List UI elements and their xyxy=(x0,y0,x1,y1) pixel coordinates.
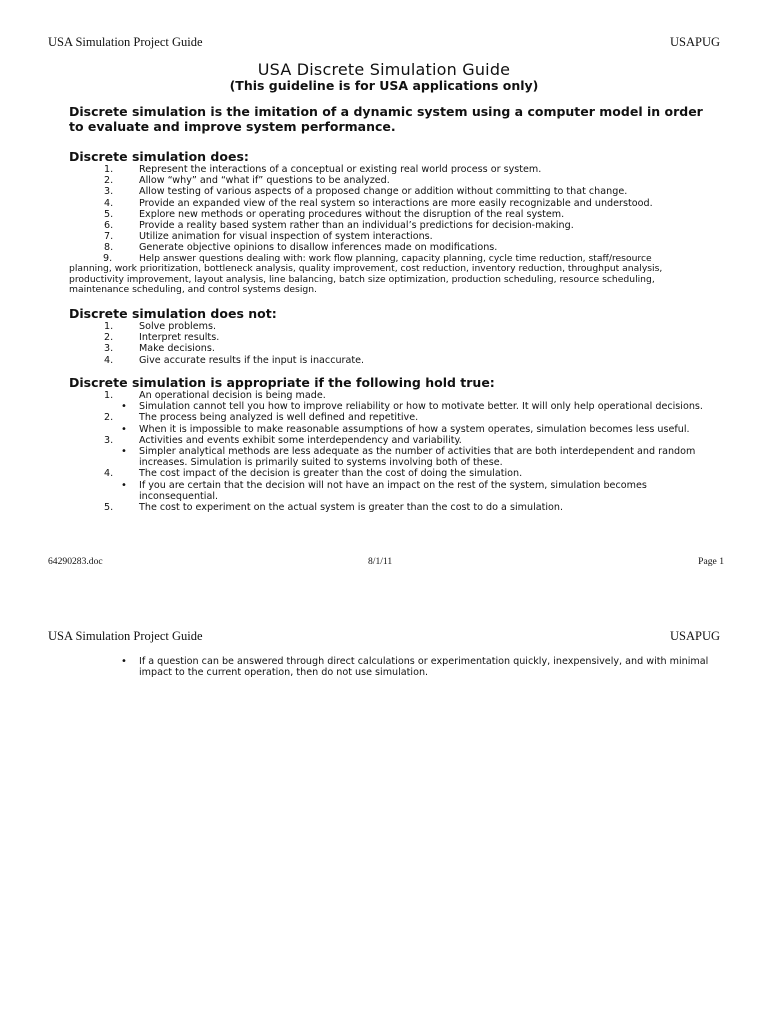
list-item: 1. Solve problems. xyxy=(104,321,216,332)
list-item: 3. Make decisions. xyxy=(104,343,215,355)
list-item: 2. The process being analyzed is well defined and repetitive. xyxy=(104,412,419,424)
header-left: USA Simulation Project Guide xyxy=(48,629,203,643)
footer-page-number: Page 1 xyxy=(698,556,724,567)
does-list xyxy=(69,164,719,296)
bullet-icon: • xyxy=(121,401,127,413)
section-appropriate xyxy=(69,375,719,513)
document-subtitle: (This guideline is for USA applications only) xyxy=(229,78,539,93)
bullet-icon: • xyxy=(121,446,127,458)
list-item: 6. Provide a reality based system rather than an individual’s predictions for decision-making. xyxy=(104,220,574,232)
list-item: 3. Activities and events exhibit some interdependency and variability. xyxy=(104,434,462,446)
header-right: USAPUG xyxy=(669,35,720,49)
bullet-item: • When it is impossible to make reasonable assumptions of how a system operates, simulation becomes less useful. xyxy=(121,423,690,435)
list-item: 8. Generate objective opinions to disallow inferences made on modifications. xyxy=(104,242,498,254)
appropriate-list xyxy=(69,390,719,513)
does-not-list xyxy=(69,321,719,366)
list-item: 4. The cost impact of the decision is greater than the cost of doing the simulation. xyxy=(104,468,523,480)
section-does xyxy=(69,149,719,296)
header-left: USA Simulation Project Guide xyxy=(48,35,203,49)
list-item: 9. Help answer questions dealing with: work flow planning, capacity planning, cycle time reduction, staff/resource planning, work prioritization, bottleneck analysis, quality improvement, cost reduction, inventory reduction, throughput analysis, productivity improvement, layout analysis, line balancing, batch size optimization, production scheduling, resource scheduling, maintenance scheduling, and control systems design. xyxy=(69,252,663,296)
bullet-icon: • xyxy=(121,479,127,491)
list-item: 1. Represent the interactions of a conceptual or existing real world process or system. xyxy=(104,164,542,175)
header-right: USAPUG xyxy=(669,629,720,643)
bullet-item: • If a question can be answered through direct calculations or experimentation quickly, inexpensively, and with minimal impact to the current operation, then do not use simulation. xyxy=(121,656,709,679)
section-heading-appropriate: Discrete simulation is appropriate if the following hold true: xyxy=(69,375,495,390)
bullet-icon: • xyxy=(121,656,127,667)
list-item: 2. Allow “why” and “what if” questions to be analyzed. xyxy=(104,175,390,187)
list-item: 4. Give accurate results if the input is inaccurate. xyxy=(104,354,365,366)
section-heading-does: Discrete simulation does: xyxy=(69,149,249,164)
bullet-item: • Simpler analytical methods are less adequate as the number of activities that are both interdependent and random increases. Simulation is primarily suited to systems involving both of these. xyxy=(121,446,696,469)
list-item: 5. Explore new methods or operating procedures without the disruption of the real system. xyxy=(104,208,565,220)
document-title: USA Discrete Simulation Guide xyxy=(257,60,511,79)
list-item: 2. Interpret results. xyxy=(104,332,220,344)
section-does-not xyxy=(69,306,719,366)
list-item: 4. Provide an expanded view of the real system so interactions are more easily recognizable and understood. xyxy=(104,197,653,209)
list-item: 7. Utilize animation for visual inspection of system interactions. xyxy=(104,231,433,243)
list-item: 1. An operational decision is being made. xyxy=(104,390,326,401)
footer-date: 8/1/11 xyxy=(368,556,393,567)
bullet-icon: • xyxy=(121,423,127,435)
list-item: 5. The cost to experiment on the actual system is greater than the cost to do a simulation. xyxy=(104,502,564,514)
page2-list xyxy=(69,656,719,678)
bullet-item: • If you are certain that the decision will not have an impact on the rest of the system, simulation becomes inconsequential. xyxy=(121,479,647,502)
footer-filename: 64290283.doc xyxy=(48,556,103,567)
lead-paragraph: Discrete simulation is the imitation of a dynamic system using a computer model in order to evaluate and improve system performance. xyxy=(69,104,703,134)
list-item: 3. Allow testing of various aspects of a proposed change or addition without committing to that change. xyxy=(104,186,628,198)
section-heading-does-not: Discrete simulation does not: xyxy=(69,306,277,321)
document-page-2 xyxy=(0,600,768,1024)
bullet-item: • Simulation cannot tell you how to improve reliability or how to motivate better. It will only help operational decisions. xyxy=(121,401,703,413)
